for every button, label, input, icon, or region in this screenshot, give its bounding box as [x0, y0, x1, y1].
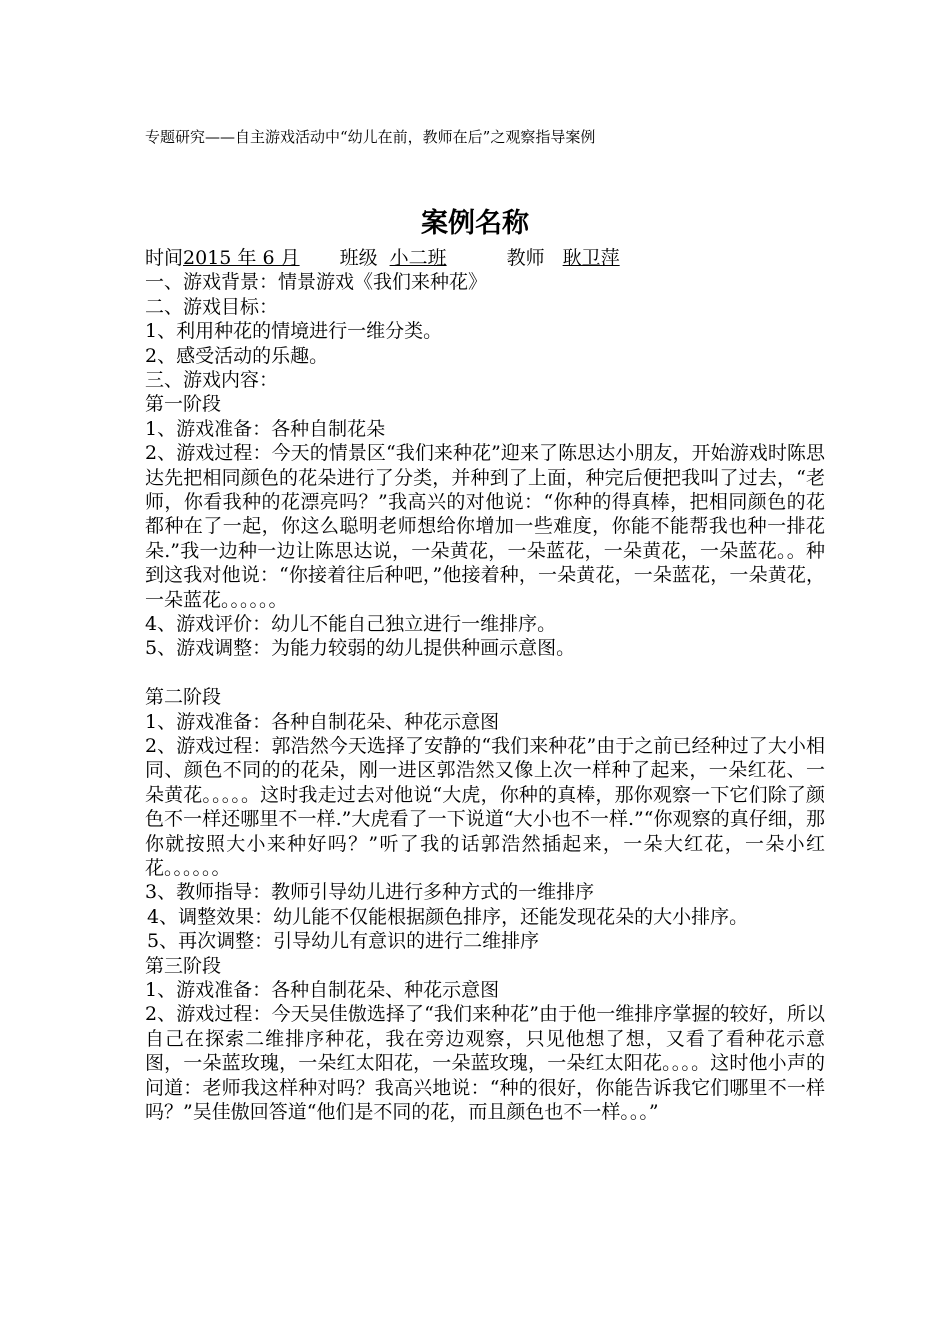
stage1-prep: 1、游戏准备：各种自制花朵	[145, 417, 386, 440]
time-label: 时间	[145, 247, 184, 269]
background-line: 一、游戏背景：情景游戏《我们来种花》	[145, 271, 488, 294]
blank-line	[145, 661, 825, 685]
stage3-heading: 第三阶段	[145, 954, 222, 977]
class-value: 小二班	[389, 247, 447, 269]
stage3-prep: 1、游戏准备：各种自制花朵、种花示意图	[145, 978, 500, 1001]
info-line	[145, 246, 825, 270]
goal-item-1: 1、利用种花的情境进行一维分类。	[145, 320, 443, 343]
stage2-process: 2、游戏过程：郭浩然今天选择了安静的“我们来种花”由于之前已经种过了大小相同、颜色不同的的花朵，刚一进区郭浩然又像上次一样种了起来，一朵红花、一朵黄花。。。。。这时我走过去对他说“大虎，你种的真棒，那你观察一下它们除了颜色不一样还哪里不一样.”大虎看了一下说道“大小也不一样.”“你观察的真仔细，那你就按照大小来种好吗？”听了我的话郭浩然插起来，一朵大红花，一朵小红花。。。。。。	[145, 734, 825, 879]
goal-item-2: 2、感受活动的乐趣。	[145, 344, 329, 367]
teacher-value: 耿卫萍	[562, 247, 620, 269]
goals-heading: 二、游戏目标：	[145, 295, 279, 318]
document-body	[145, 246, 825, 1124]
stage1-adjust: 5、游戏调整：为能力较弱的幼儿提供种画示意图。	[145, 637, 576, 660]
stage2-readjust: 5、再次调整：引导幼儿有意识的进行二维排序	[147, 930, 540, 953]
stage2-prep: 1、游戏准备：各种自制花朵、种花示意图	[145, 710, 500, 733]
stage2-heading: 第二阶段	[145, 686, 222, 709]
document-header: 专题研究——自主游戏活动中“幼儿在前，教师在后”之观察指导案例	[145, 128, 596, 146]
class-label: 班级	[339, 247, 378, 269]
stage3-process: 2、游戏过程：今天吴佳傲选择了“我们来种花”由于他一维排序掌握的较好，所以自己在探索二维排序种花，我在旁边观察，只见他想了想，又看了看种花示意图，一朵蓝玫瑰，一朵红太阳花，一朵蓝玫瑰，一朵红太阳花。。。。这时他小声的问道：老师我这样种对吗？我高兴地说：“种的很好，你能告诉我它们哪里不一样吗？”吴佳傲回答道“他们是不同的花，而且颜色也不一样。。。”	[145, 1003, 825, 1123]
stage2-effect: 4、调整效果：幼儿能不仅能根据颜色排序，还能发现花朵的大小排序。	[147, 905, 749, 928]
content-heading: 三、游戏内容：	[145, 368, 279, 391]
stage1-eval: 4、游戏评价：幼儿不能自己独立进行一维排序。	[145, 612, 557, 635]
document-title: 案例名称	[421, 208, 529, 239]
stage1-heading: 第一阶段	[145, 393, 222, 416]
stage1-process: 2、游戏过程：今天的情景区“我们来种花”迎来了陈思达小朋友，开始游戏时陈思达先把相同颜色的花朵进行了分类，并种到了上面，种完后便把我叫了过去，“老师，你看我种的花漂亮吗？”我高兴的对他说：“你种的得真棒，把相同颜色的花都种在了一起，你这么聪明老师想给你增加一些难度，你能不能帮我也种一排花朵.”我一边种一边让陈思达说，一朵黄花，一朵蓝花，一朵黄花，一朵蓝花。。种到这我对他说：“你接着往后种吧，”他接着种，一朵黄花，一朵蓝花，一朵黄花，一朵蓝花。。。。。。	[145, 442, 825, 611]
teacher-label: 教师	[506, 247, 545, 269]
time-value: 2015 年 6 月	[183, 247, 300, 269]
stage2-guide: 3、教师指导：教师引导幼儿进行多种方式的一维排序	[145, 881, 595, 904]
